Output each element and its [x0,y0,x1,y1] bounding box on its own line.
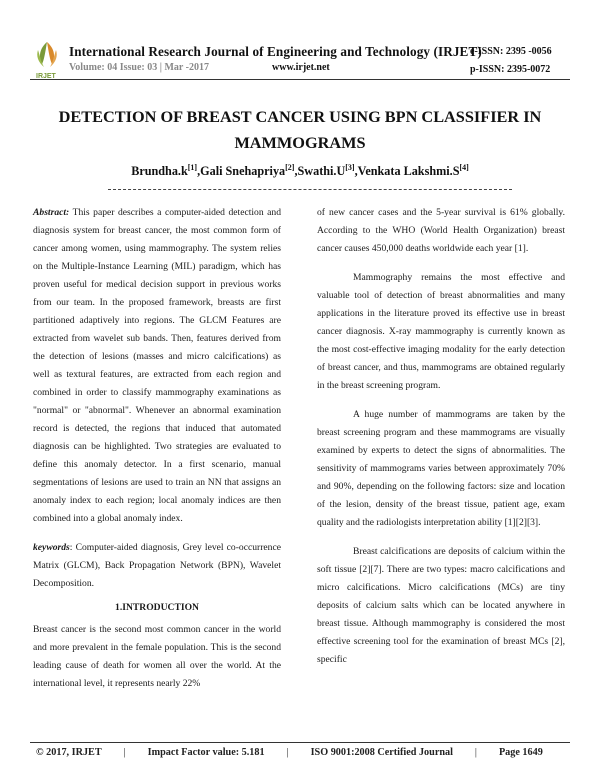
footer-separator: | [286,747,289,758]
author-affiliation: [1] [187,163,198,172]
footer-separator: | [474,747,477,758]
abstract-paragraph [33,204,281,528]
intro-paragraph-2: Mammography remains the most effective and valuable tool of detection of breast abnormalities and many applications in the literature proved its effective use in breast cancer diagnosis. X-ray mammography is currently known as the most cost-effective imaging modality for the early detection of breast cancer, and thus, mammograms are obtained regularly in the breast screening program. [317,272,565,391]
abstract-text: This paper describes a computer-aided detection and diagnosis system for breast cancer, the most common form of cancer among women, using mammography. The system relies on the Multiple-Instance Learning (MIL) paradigm, which has proven useful for medical decision support in previous works from our team. In the proposed framework, breasts are first partitioned adaptively into regions. The GLCM Features are extracted from wavelet sub bands. Then, features derived from the detection of lesions (masses and micro calcifications) as well as textural features, are extracted from each region and combined in order to classify mammography examinations as "normal" or "abnormal". Whenever an abnormal examination record is detected, the regions that induced that automated diagnosis can be highlighted. Two strategies are evaluated to define this anomaly detector. In a first scenario, manual segmentations of lesions are used to train an NN that assigns an anomaly index to each region; local anomaly indices are then combined into a global anomaly index. [33,207,281,524]
left-column [33,204,281,693]
header-divider [30,79,570,80]
footer-iso: ISO 9001:2008 Certified Journal [310,747,453,758]
right-column [317,204,565,669]
title-divider [108,189,512,190]
footer-copyright: © 2017, IRJET [36,747,102,758]
footer-impact-factor: Impact Factor value: 5.181 [147,747,265,758]
section-heading-introduction: 1.INTRODUCTION [115,602,199,613]
paper-title: DETECTION OF BREAST CANCER USING BPN CLASSIFIER IN MAMMOGRAMS [58,107,542,152]
logo-text: IRJET [36,73,56,80]
e-issn: e-ISSN: 2395 -0056 [470,46,552,57]
journal-website-link[interactable]: www.irjet.net [272,62,330,73]
intro-paragraph-3: A huge number of mammograms are taken by the breast screening program and these mammograms are visually examined by experts to detect the signs of abnormalities. The sensitivity of mammograms varies between approximately 70% and 90%, depending on the following factors: size and location of the lesion, density of the breast tissue, patient age, exam quality and the radiologists interpretation ability [1][2][3]. [317,409,565,528]
author-name: Swathi.U [297,164,346,179]
journal-volume-issue: Volume: 04 Issue: 03 | Mar -2017 [69,62,209,73]
footer-divider [30,742,570,743]
author-name: Brundha.k [131,164,188,179]
author-name: Venkata Lakshmi.S [357,164,460,179]
abstract-label: Abstract: [33,207,70,218]
intro-paragraph-1-continued: of new cancer cases and the 5-year survival is 61% globally. According to the WHO (World Health Organization) breast cancer causes 450,000 deaths worldwide each year [1]. [317,207,565,254]
author-affiliation: [2] [285,163,295,172]
keywords-paragraph [33,539,281,593]
author-name: Gali Snehapriya [200,164,286,179]
keywords-label: keywords [33,542,70,553]
author-list: Brundha.k[1],Gali Snehapriya[2],Swathi.U[3],Venkata Lakshmi.S[4] [131,163,469,179]
journal-name: International Research Journal of Engineering and Technology (IRJET) [69,44,482,59]
footer-separator: | [123,747,126,758]
author-affiliation: [3] [345,163,355,172]
page-footer [36,747,543,758]
author-affiliation: [4] [459,163,469,172]
p-issn: p-ISSN: 2395-0072 [470,64,551,75]
irjet-logo-icon [32,40,62,74]
keywords-text: : Computer-aided diagnosis, Grey level co-occurrence Matrix (GLCM), Back Propagation Network (BPN), Wavelet Decomposition. [33,542,281,589]
intro-paragraph-4: Breast calcifications are deposits of calcium within the soft tissue [2][7]. There are two types: macro calcifications and micro calcifications. Micro calcifications (MCs) are tiny deposits of calcium salts which can be located anywhere in breast tissue. Although mammography is considered the most effective screening tool for the examination of breast MCs [2], specific [317,546,565,665]
intro-paragraph-1: Breast cancer is the second most common cancer in the world and more prevalent in the female population. This is the second leading cause of death for women all over the world. At the international level, it represents nearly 22% [33,624,281,689]
footer-page-number: Page 1649 [498,747,543,758]
